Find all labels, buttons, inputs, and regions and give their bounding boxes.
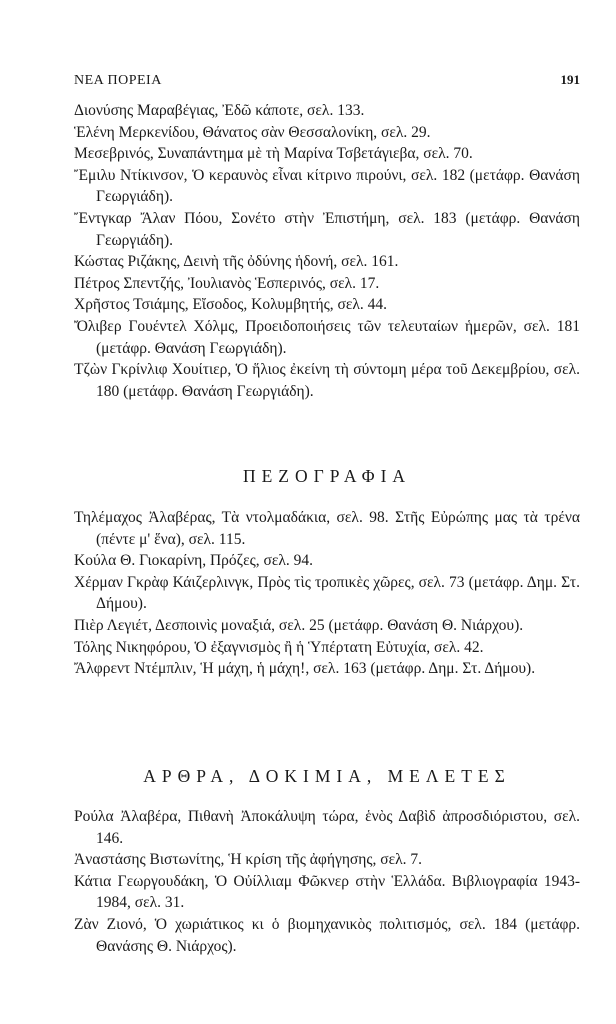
section-title-articles: ΑΡΘΡΑ, ΔΟΚΙΜΙΑ, ΜΕΛΕΤΕΣ — [143, 766, 511, 786]
list-item: Χέρμαν Γκρὰφ Κάιζερλινγκ, Πρὸς τὶς τροπικὲς χῶρες, σελ. 73 (μετάφρ. Δημ. Στ. Δήμου). — [74, 573, 580, 613]
list-item: Πέτρος Σπεντζής, Ἰουλιανὸς Ἑσπερινός, σελ. 17. — [74, 274, 380, 292]
list-item: Κάτια Γεωργουδάκη, Ὁ Οὐίλλιαμ Φῶκνερ στὴν Ἑλλάδα. Βιβλιογραφία 1943-1984, σελ. 31. — [74, 872, 580, 912]
list-item: Τηλέμαχος Ἀλαβέρας, Τὰ ντολμαδάκια, σελ. 98. Στῆς Εὐρώπης μας τὰ τρένα (πέντε μ' ἕνα), σελ. 115. — [74, 509, 580, 548]
list-item: Τζὼν Γκρίνλιφ Χουίτιερ, Ὁ ἥλιος ἐκείνη τὴ σύντομη μέρα τοῦ Δεκεμβρίου, σελ. 180 (μετάφρ. Θανάση Γεωργιάδη). — [74, 361, 580, 400]
list-item: Ρούλα Ἀλαβέρα, Πιθανὴ Ἀποκάλυψη τώρα, ἑνὸς Δαβὶδ ἀπροσδιόριστου, σελ. 146. — [74, 808, 580, 847]
list-item: Πιὲρ Λεγιέτ, Δεσποινὶς μοναξιά, σελ. 25 (μετάφρ. Θανάση Θ. Νιάρχου). — [74, 616, 524, 634]
list-item: Ἀναστάσης Βιστωνίτης, Ἡ κρίση τῆς ἀφήγησης, σελ. 7. — [74, 851, 423, 869]
list-item: Ὄλιβερ Γουέντελ Χόλμς, Προειδοποιήσεις τῶν τελευταίων ἡμερῶν, σελ. 181 (μετάφρ. Θανάση Γεωργιάδη). — [74, 317, 580, 357]
page-header — [74, 72, 580, 89]
list-item: Κούλα Θ. Γιοκαρίνη, Πρόζες, σελ. 94. — [74, 552, 313, 570]
articles-list — [74, 806, 580, 957]
list-item: Ἑλένη Μερκενίδου, Θάνατος σὰν Θεσσαλονίκη, σελ. 29. — [74, 123, 431, 141]
list-item: Κώστας Ριζάκης, Δεινὴ τῆς ὀδύνης ἡδονή, σελ. 161. — [74, 253, 399, 271]
list-item: Ἄλφρεντ Ντέμπλιν, Ἡ μάχη, ἡ μάχη!, σελ. 163 (μετάφρ. Δημ. Στ. Δήμου). — [74, 660, 536, 678]
list-item: Ἔντγκαρ Ἄλαν Πόου, Σονέτο στὴν Ἐπιστήμη, σελ. 183 (μετάφρ. Θανάση Γεωργιάδη). — [74, 209, 580, 249]
poetry-list — [74, 100, 580, 402]
section-title-prose: ΠΕΖΟΓΡΑΦΙΑ — [242, 466, 412, 486]
list-item: Τόλης Νικηφόρου, Ὁ ἐξαγνισμὸς ἢ ἡ Ὑπέρτατη Εὐτυχία, σελ. 42. — [74, 638, 484, 656]
prose-list — [74, 507, 580, 680]
list-item: Ζὰν Ζιονό, Ὁ χωριάτικος κι ὁ βιομηχανικὸς πολιτισμός, σελ. 184 (μετάφρ. Θανάσης Θ. Νιάρχος). — [74, 915, 580, 955]
list-item: Διονύσης Μαραβέγιας, Ἐδῶ κάποτε, σελ. 133. — [74, 102, 365, 119]
journal-title: ΝΕΑ ΠΟΡΕΙΑ — [74, 73, 162, 88]
list-item: Ἔμιλυ Ντίκινσον, Ὁ κεραυνὸς εἶναι κίτρινο πιρούνι, σελ. 182 (μετάφρ. Θανάση Γεωργιάδη). — [74, 166, 580, 206]
list-item: Μεσεβρινός, Συναπάντημα μὲ τὴ Μαρίνα Τσβετάγιεβα, σελ. 70. — [74, 145, 473, 163]
page-number: 191 — [560, 72, 580, 87]
list-item: Χρῆστος Τσιάμης, Εἴσοδος, Κολυμβητής, σελ. 44. — [74, 296, 388, 314]
